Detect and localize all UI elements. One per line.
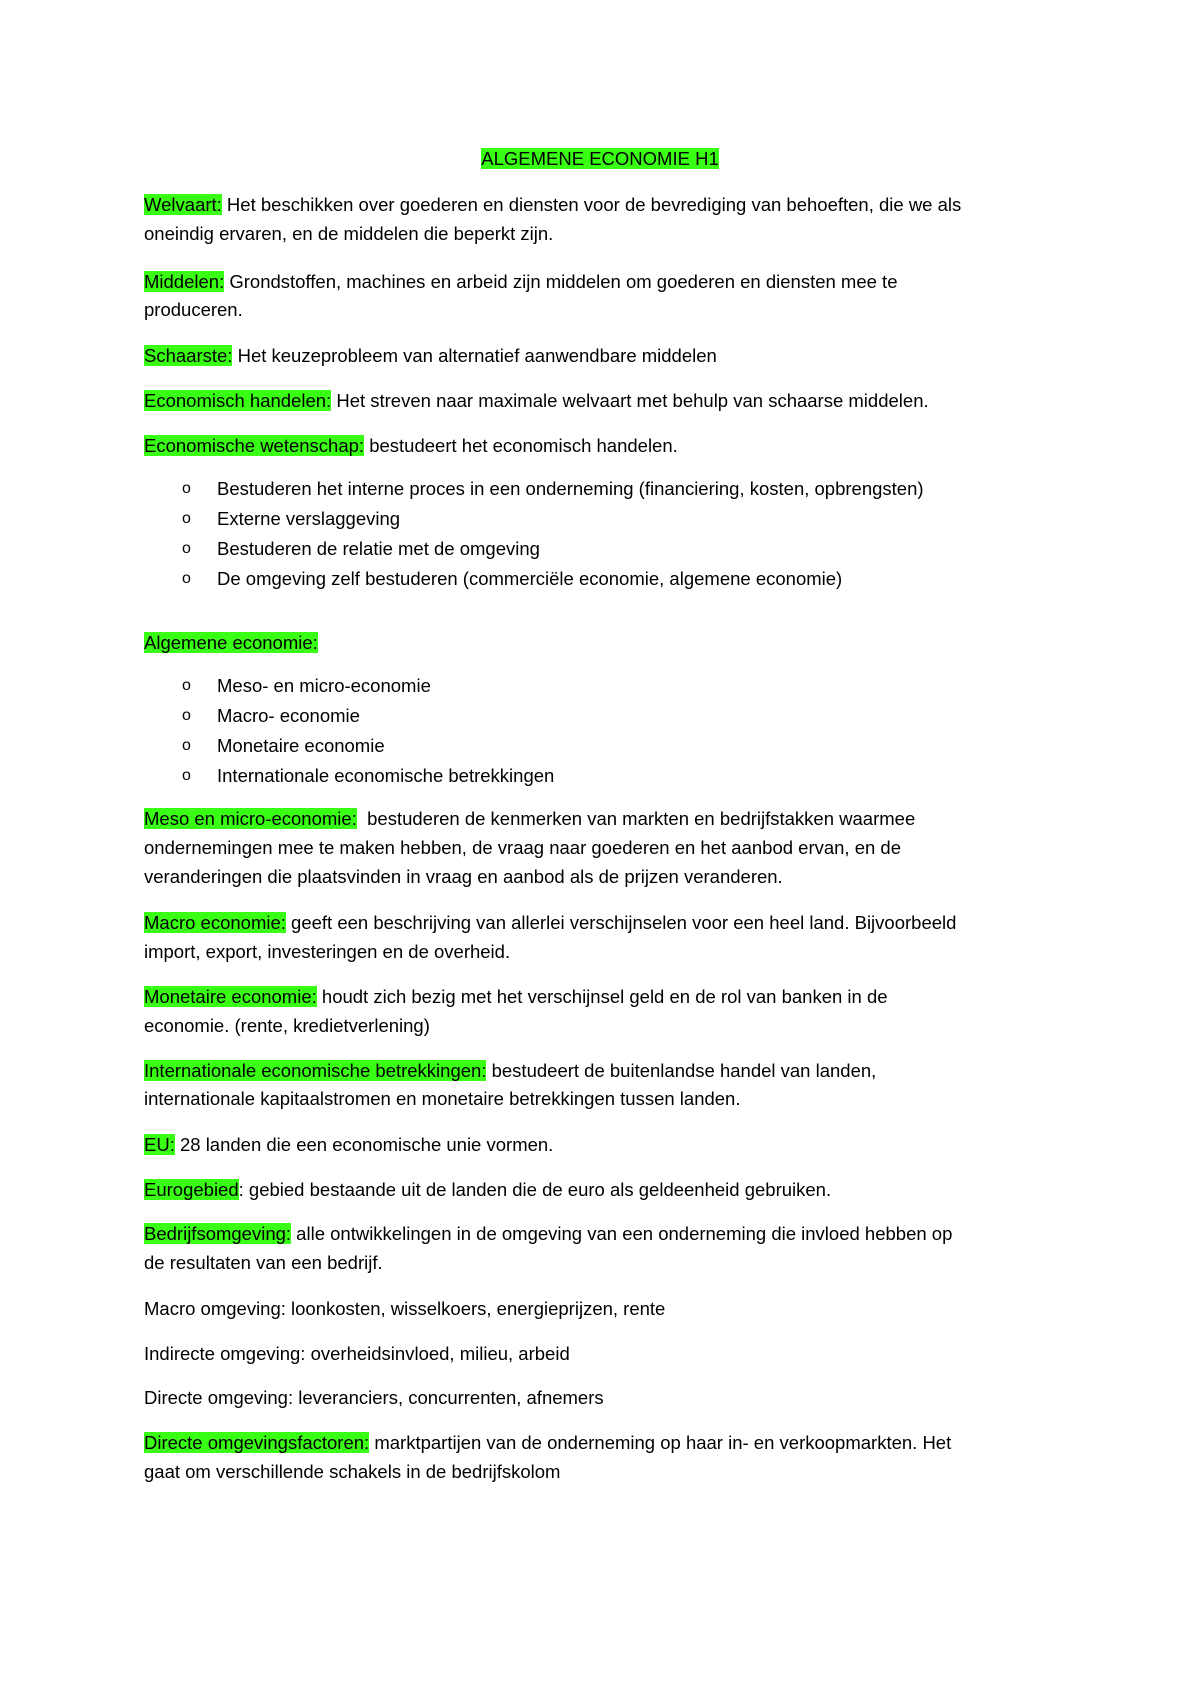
highlighted-term: EU:	[144, 1134, 175, 1155]
paragraph-text: houdt zich bezig met het verschijnsel geld en de rol van banken in de	[316, 986, 888, 1007]
paragraph-line	[144, 222, 553, 246]
paragraph-text: 28 landen die een economische unie vormen.	[174, 1134, 554, 1155]
paragraph-text: Macro omgeving: loonkosten, wisselkoers, energieprijzen, rente	[144, 1298, 666, 1319]
paragraph-text: bestudeert de buitenlandse handel van landen,	[486, 1060, 877, 1081]
list-bullet: o	[182, 480, 191, 497]
paragraph-line	[144, 865, 783, 889]
list-item: Monetaire economie	[217, 735, 385, 756]
highlighted-term: Macro economie:	[144, 912, 286, 933]
paragraph-text: veranderingen die plaatsvinden in vraag en aanbod als de prijzen veranderen.	[144, 866, 783, 887]
paragraph-text: de resultaten van een bedrijf.	[144, 1252, 383, 1273]
highlighted-term: Directe omgevingsfactoren:	[144, 1432, 370, 1453]
paragraph-line	[144, 1222, 952, 1246]
paragraph-text: alle ontwikkelingen in de omgeving van een onderneming die invloed hebben op	[291, 1223, 953, 1244]
highlighted-term: Welvaart:	[144, 194, 222, 215]
paragraph-line	[144, 911, 956, 935]
paragraph-text: : gebied bestaande uit de landen die de euro als geldeenheid gebruiken.	[238, 1179, 832, 1200]
highlighted-term: Bedrijfsomgeving:	[144, 1223, 292, 1244]
highlighted-term: Middelen:	[144, 271, 225, 292]
list-bullet: o	[182, 767, 191, 784]
list-bullet: o	[182, 707, 191, 724]
paragraph-line	[144, 1251, 383, 1275]
highlighted-term: Monetaire economie:	[144, 986, 317, 1007]
paragraph-line	[144, 836, 901, 860]
paragraph-text: economie. (rente, kredietverlening)	[144, 1015, 430, 1036]
paragraph-line	[144, 1431, 951, 1455]
paragraph-line	[144, 1178, 831, 1202]
list-item: Bestuderen de relatie met de omgeving	[217, 538, 540, 559]
paragraph-line	[144, 270, 898, 294]
paragraph-line	[144, 631, 318, 655]
list-item: De omgeving zelf bestuderen (commerciële economie, algemene economie)	[217, 568, 843, 589]
paragraph-line	[144, 1342, 570, 1366]
paragraph-text: Het keuzeprobleem van alternatief aanwendbare middelen	[232, 345, 717, 366]
list-item: Meso- en micro-economie	[217, 675, 431, 696]
paragraph-line	[144, 1133, 553, 1157]
paragraph-line	[144, 807, 915, 831]
paragraph-line	[144, 1460, 560, 1484]
paragraph-text: Indirecte omgeving: overheidsinvloed, milieu, arbeid	[144, 1343, 570, 1364]
paragraph-line	[144, 344, 717, 368]
document-title: ALGEMENE ECONOMIE H1	[481, 148, 719, 169]
paragraph-line	[144, 1087, 741, 1111]
paragraph-text: bestudeert het economisch handelen.	[364, 435, 678, 456]
paragraph-text: marktpartijen van de onderneming op haar in- en verkoopmarkten. Het	[369, 1432, 952, 1453]
paragraph-text: gaat om verschillende schakels in de bedrijfskolom	[144, 1461, 561, 1482]
paragraph-text: produceren.	[144, 299, 243, 320]
list-item: Macro- economie	[217, 705, 360, 726]
list-bullet: o	[182, 540, 191, 557]
paragraph-line	[144, 434, 678, 458]
highlighted-term: Economische wetenschap:	[144, 435, 365, 456]
paragraph-text: oneindig ervaren, en de middelen die beperkt zijn.	[144, 223, 554, 244]
list-item: Internationale economische betrekkingen	[217, 765, 555, 786]
paragraph-text: Grondstoffen, machines en arbeid zijn middelen om goederen en diensten mee te	[224, 271, 898, 292]
list-bullet: o	[182, 677, 191, 694]
highlighted-term: Meso en micro-economie:	[144, 808, 357, 829]
paragraph-line	[144, 985, 888, 1009]
highlighted-term: Internationale economische betrekkingen:	[144, 1060, 487, 1081]
paragraph-line	[144, 940, 510, 964]
list-item: Externe verslaggeving	[217, 508, 401, 529]
list-bullet: o	[182, 737, 191, 754]
paragraph-text: bestuderen de kenmerken van markten en bedrijfstakken waarmee	[356, 808, 916, 829]
list-item: Bestuderen het interne proces in een onderneming (financiering, kosten, opbrengsten)	[217, 478, 924, 499]
highlighted-term: Algemene economie:	[144, 632, 318, 653]
paragraph-line	[144, 298, 243, 322]
paragraph-text: geeft een beschrijving van allerlei verschijnselen voor een heel land. Bijvoorbeeld	[285, 912, 957, 933]
paragraph-line	[144, 1297, 665, 1321]
highlighted-term: Schaarste:	[144, 345, 233, 366]
paragraph-text: Het streven naar maximale welvaart met behulp van schaarse middelen.	[331, 390, 929, 411]
paragraph-text: Directe omgeving: leveranciers, concurrenten, afnemers	[144, 1387, 604, 1408]
paragraph-line	[144, 193, 961, 217]
paragraph-line	[144, 1386, 604, 1410]
highlighted-term: Eurogebied	[144, 1179, 239, 1200]
paragraph-line	[144, 1059, 876, 1083]
paragraph-text: internationale kapitaalstromen en monetaire betrekkingen tussen landen.	[144, 1088, 741, 1109]
paragraph-text: import, export, investeringen en de overheid.	[144, 941, 511, 962]
paragraph-line	[144, 1014, 430, 1038]
paragraph-text: Het beschikken over goederen en diensten voor de bevrediging van behoeften, die we als	[221, 194, 962, 215]
paragraph-text: ondernemingen mee te maken hebben, de vraag naar goederen en het aanbod ervan, en de	[144, 837, 902, 858]
paragraph-line	[144, 389, 929, 413]
list-bullet: o	[182, 570, 191, 587]
highlighted-term: Economisch handelen:	[144, 390, 332, 411]
list-bullet: o	[182, 510, 191, 527]
